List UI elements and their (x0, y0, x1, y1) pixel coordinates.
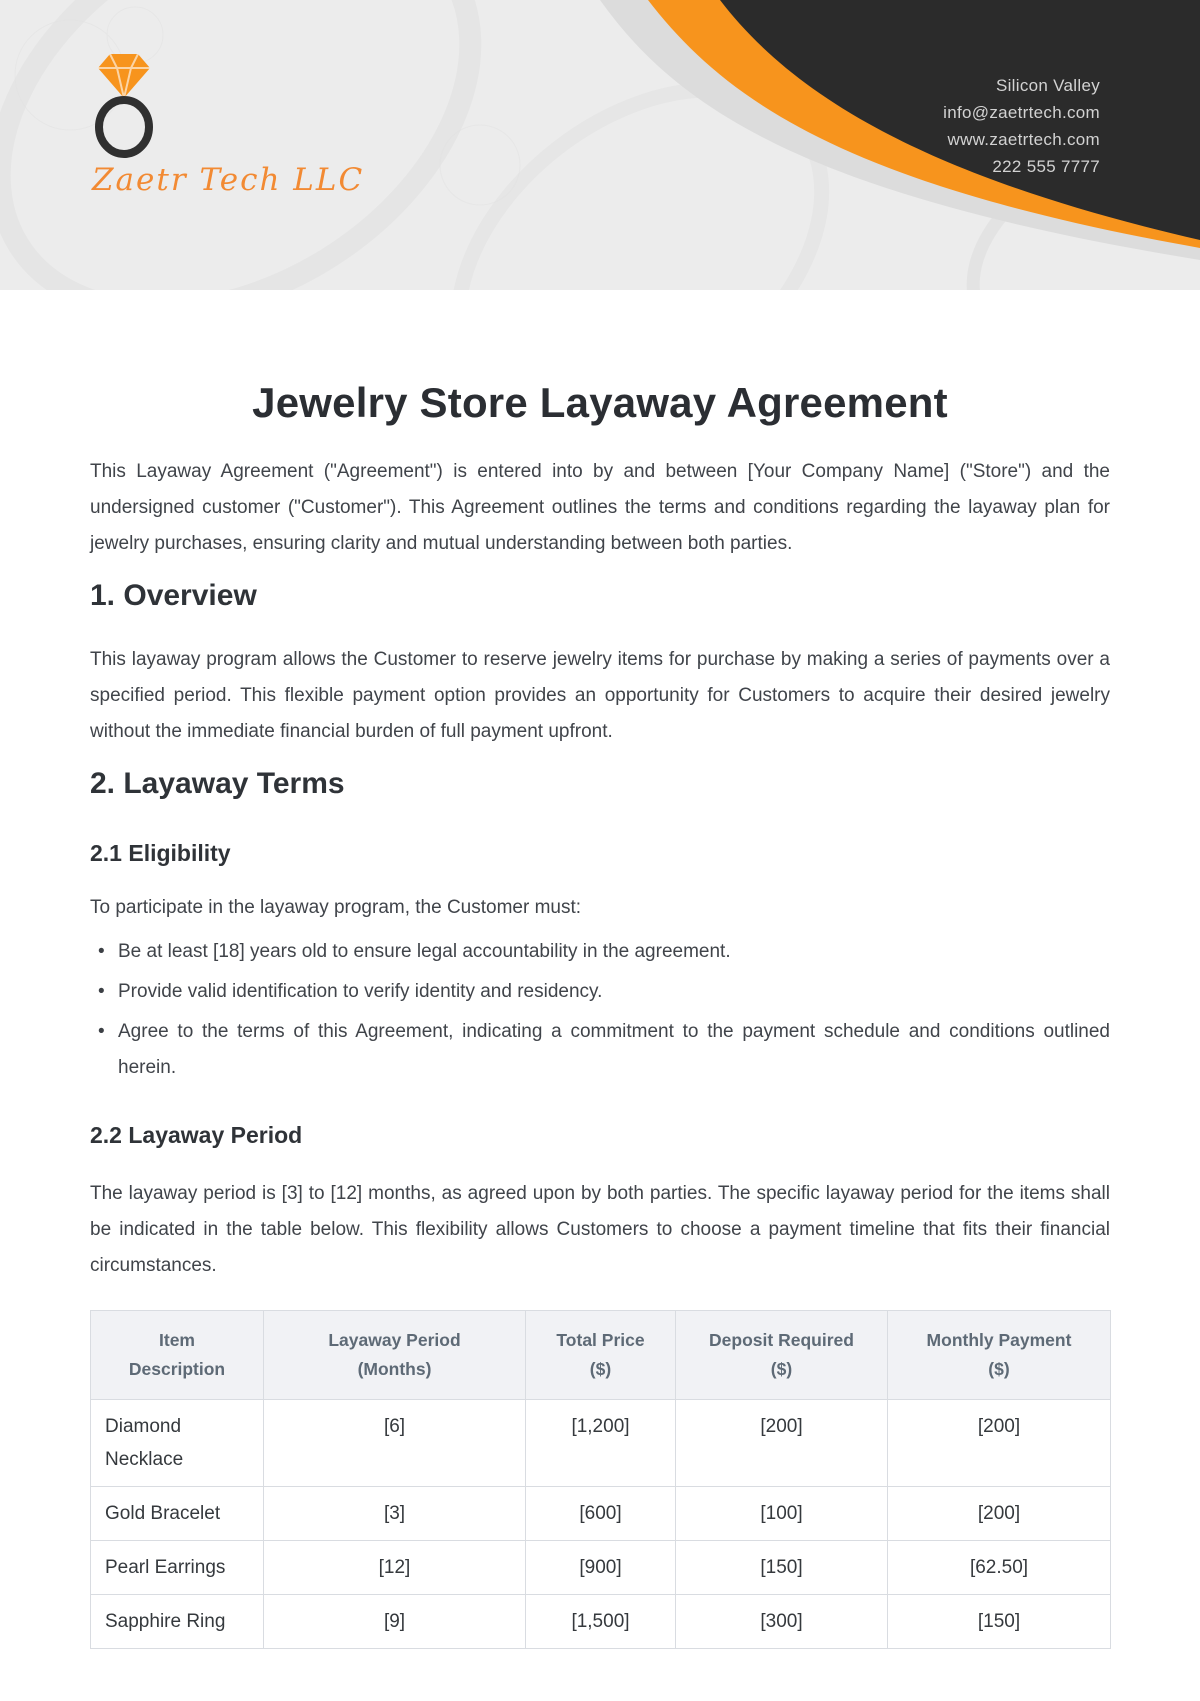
table-cell: [200] (888, 1400, 1111, 1487)
table-cell: [200] (676, 1400, 888, 1487)
letterhead (0, 0, 1200, 290)
table-cell: [1,200] (526, 1400, 676, 1487)
table-cell: [3] (264, 1487, 526, 1541)
table-cell: Sapphire Ring (91, 1595, 264, 1649)
list-item: • Agree to the terms of this Agreement, indicating a commitment to the payment schedule and conditions outlined herein. (114, 1014, 1110, 1086)
table-cell: Gold Bracelet (91, 1487, 264, 1541)
table-header-row (91, 1311, 1111, 1400)
contact-email: info@zaetrtech.com (943, 103, 1100, 122)
company-logo (88, 50, 364, 198)
contact-location: Silicon Valley (995, 76, 1100, 95)
list-item: • Provide valid identification to verify identity and residency. (114, 974, 1110, 1010)
table-cell: [9] (264, 1595, 526, 1649)
overview-paragraph: This layaway program allows the Customer to reserve jewelry items for purchase by making a series of payments over a specified period. This flexible payment option provides an opportunity for Customers to acquire their desired jewelry without the immediate financial burden of full payment upfront. (90, 649, 1110, 742)
table-cell: [150] (888, 1595, 1111, 1649)
table-cell: Diamond Necklace (91, 1400, 264, 1487)
table-row (91, 1400, 1111, 1487)
col-header-total-price: Total Price ($) (526, 1311, 676, 1400)
table-cell: [1,500] (526, 1595, 676, 1649)
period-heading: 2.2 Layaway Period (90, 1122, 303, 1148)
period-paragraph: The layaway period is [3] to [12] months, as agreed upon by both parties. The specific layaway period for the items shall be indicated in the table below. This flexibility allows Customers to choose a payment timeline that fits their financial circumstances. (90, 1183, 1110, 1276)
table-cell: [6] (264, 1400, 526, 1487)
table-row (91, 1595, 1111, 1649)
document-title: Jewelry Store Layaway Agreement (252, 379, 948, 426)
document-body (0, 378, 1200, 1649)
eligibility-intro: To participate in the layaway program, the Customer must: (90, 897, 582, 918)
col-header-period: Layaway Period (Months) (264, 1311, 526, 1400)
contact-website: www.zaetrtech.com (947, 130, 1100, 149)
col-header-item: Item Description (91, 1311, 264, 1400)
table-cell: [12] (264, 1541, 526, 1595)
layaway-table (90, 1310, 1111, 1649)
overview-heading: 1. Overview (90, 579, 257, 612)
contact-block (943, 72, 1100, 180)
table-cell: [150] (676, 1541, 888, 1595)
col-header-deposit: Deposit Required ($) (676, 1311, 888, 1400)
contact-phone: 222 555 7777 (992, 157, 1100, 176)
table-cell: [900] (526, 1541, 676, 1595)
company-name: Zaetr Tech LLC (92, 162, 365, 198)
list-item: • Be at least [18] years old to ensure legal accountability in the agreement. (114, 934, 1110, 970)
table-cell: [100] (676, 1487, 888, 1541)
diamond-ring-icon (88, 50, 160, 158)
table-cell: [300] (676, 1595, 888, 1649)
col-header-monthly: Monthly Payment ($) (888, 1311, 1111, 1400)
table-row (91, 1541, 1111, 1595)
table-cell: [200] (888, 1487, 1111, 1541)
table-cell: Pearl Earrings (91, 1541, 264, 1595)
eligibility-heading: 2.1 Eligibility (90, 840, 231, 866)
terms-heading: 2. Layaway Terms (90, 767, 345, 800)
table-cell: [62.50] (888, 1541, 1111, 1595)
eligibility-list (90, 934, 1110, 1086)
table-row (91, 1487, 1111, 1541)
intro-paragraph: This Layaway Agreement ("Agreement") is entered into by and between [Your Company Name] ("Store") and the undersigned customer ("Customer"). This Agreement outlines the terms and conditions regarding the layaway plan for jewelry purchases, ensuring clarity and mutual understanding between both parties. (90, 461, 1110, 554)
table-cell: [600] (526, 1487, 676, 1541)
